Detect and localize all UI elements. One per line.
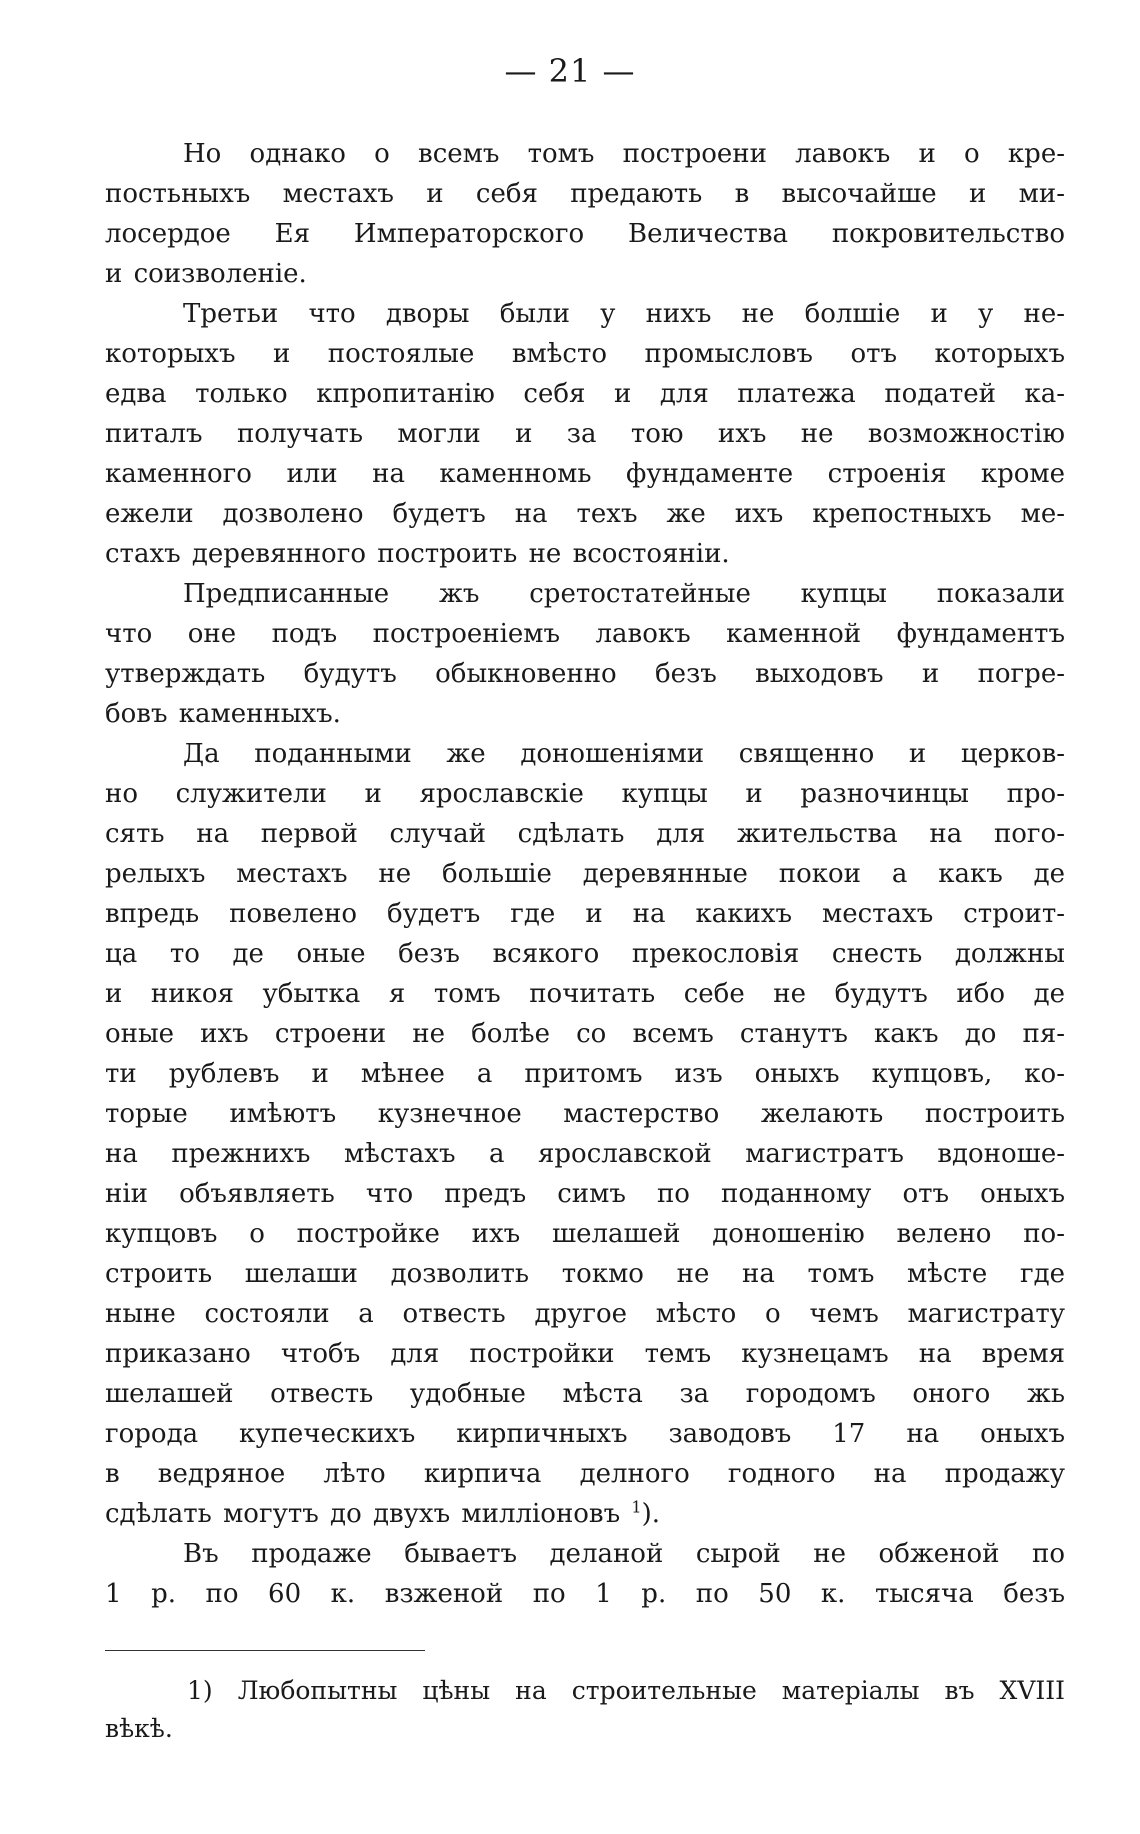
- text-line: Да поданными же доношенiями священно и церков-: [183, 739, 1065, 769]
- text-line: приказано чтобъ для постройки темъ кузнецамъ на время: [105, 1339, 1065, 1369]
- footnote-reference: 1: [631, 1497, 642, 1517]
- text-line: ныне состояли а отвесть другое мѣсто о чемъ магистрату: [105, 1299, 1065, 1329]
- text-line: купцовъ о постройке ихъ шелашей доношенiю велено по-: [105, 1219, 1065, 1249]
- text-line: 1 р. по 60 к. взженой по 1 р. по 50 к. тысяча безъ: [105, 1579, 1065, 1609]
- text-line: оные ихъ строени не болѣе со всемъ станутъ какъ до пя-: [105, 1019, 1065, 1049]
- text-line: постьныхъ местахъ и себя предають в высочайше и ми-: [105, 179, 1065, 209]
- text-line: лосердое Ея Императорского Величества покровительство: [105, 219, 1065, 249]
- text-line: в ведряное лѣто кирпича делного годного на продажу: [105, 1459, 1065, 1489]
- paragraph-4: [105, 734, 1065, 1534]
- text-line: сять на первой случай сдѣлать для жительства на пого-: [105, 819, 1065, 849]
- text-line: утверждать будутъ обыкновенно безъ выходовъ и погре-: [105, 659, 1065, 689]
- footnote-divider: [105, 1650, 425, 1651]
- text-line: торые имѣютъ кузнечное мастерство желають построить: [105, 1099, 1065, 1129]
- paragraph-5: [105, 1534, 1065, 1614]
- closing-punctuation: ).: [641, 1499, 660, 1529]
- text-line: Предписанные жъ сретостатейные купцы показали: [183, 579, 1065, 609]
- text-line-content: сдѣлать могутъ до двухъ миллiоновъ: [105, 1499, 621, 1529]
- text-line: ежели дозволено будетъ на техъ же ихъ крепостныхъ ме-: [105, 499, 1065, 529]
- text-line: Но однако о всемъ томъ построени лавокъ и о кре-: [183, 139, 1065, 169]
- body-text: [105, 134, 1065, 1614]
- text-line: Третьи что дворы были у нихъ не болшiе и у не-: [183, 299, 1065, 329]
- text-line: которыхъ и постоялые вмѣсто промысловъ отъ которыхъ: [105, 339, 1065, 369]
- text-line: ца то де оные безъ всякого прекословiя снесть должны: [105, 939, 1065, 969]
- text-line: что оне подъ построенiемъ лавокъ каменной фундаментъ: [105, 619, 1065, 649]
- text-line: строить шелаши дозволить токмо не на томъ мѣсте где: [105, 1259, 1065, 1289]
- text-line: едва только кпропитанiю себя и для платежа податей ка-: [105, 379, 1065, 409]
- paragraph-1: [105, 134, 1065, 294]
- paragraph-3: [105, 574, 1065, 734]
- text-line-with-footnote: [105, 1494, 1065, 1534]
- text-line: впредь повелено будетъ где и на какихъ местахъ строит-: [105, 899, 1065, 929]
- text-line: бовъ каменныхъ.: [105, 699, 341, 729]
- page-number: — 21 —: [504, 52, 636, 90]
- text-line: шелашей отвесть удобные мѣста за городомъ оного жь: [105, 1379, 1065, 1409]
- text-line: и никоя убытка я томъ почитать себе не будутъ ибо де: [105, 979, 1065, 1009]
- footnote-line: 1) Любопытны цѣны на строительные матерiалы въ XVIII: [187, 1676, 1065, 1705]
- text-line: нiи объявляеть что предъ симъ по поданному отъ оныхъ: [105, 1179, 1065, 1209]
- text-line: на прежнихъ мѣстахъ а ярославской магистратъ вдоноше-: [105, 1139, 1065, 1169]
- text-line: и соизволенiе.: [105, 259, 307, 289]
- text-line: стахъ деревянного построить не всостоянiи.: [105, 539, 730, 569]
- footnote: [105, 1672, 1065, 1748]
- footnote-line: вѣкѣ.: [105, 1714, 173, 1743]
- text-line: города купеческихъ кирпичныхъ заводовъ 17 на оныхъ: [105, 1419, 1065, 1449]
- text-line: релыхъ местахъ не большiе деревянные покои а какъ де: [105, 859, 1065, 889]
- paragraph-2: [105, 294, 1065, 574]
- text-line: Въ продаже бываетъ деланой сырой не обженой по: [183, 1539, 1065, 1569]
- text-line: питалъ получать могли и за тою ихъ не возможностiю: [105, 419, 1065, 449]
- text-line: ти рублевъ и мѣнее а притомъ изъ оныхъ купцовъ, ко-: [105, 1059, 1065, 1089]
- text-line: но служители и ярославскiе купцы и разночинцы про-: [105, 779, 1065, 809]
- text-line: каменного или на каменномь фундаменте строенiя кроме: [105, 459, 1065, 489]
